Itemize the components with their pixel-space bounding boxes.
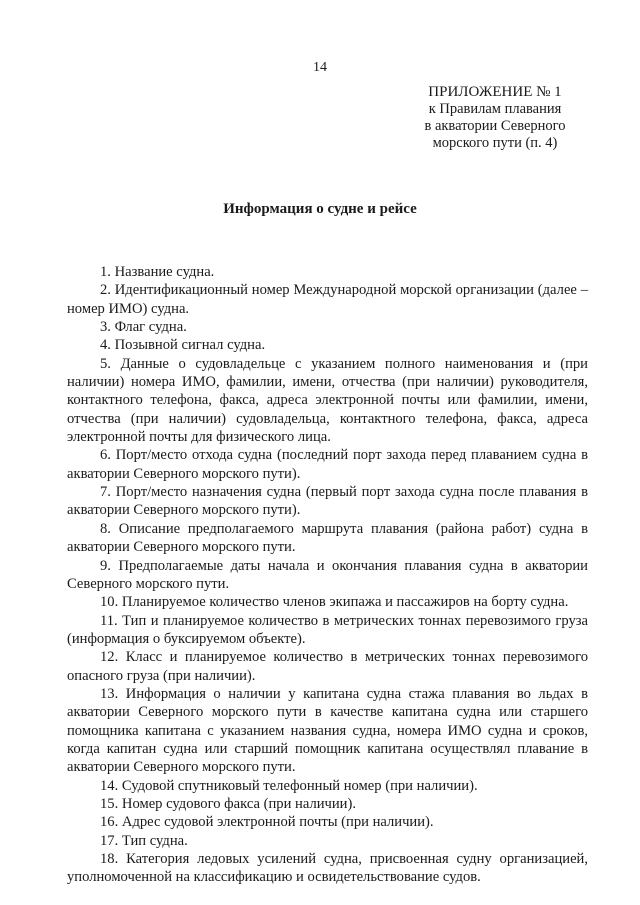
appendix-line: к Правилам плавания [428, 101, 562, 117]
item-text: Порт/место назначения судна (первый порт захода судна после плавания в акватории Северного морского пути). [67, 484, 589, 519]
item-number: 11. [100, 612, 118, 629]
item-number: 13. [100, 685, 119, 702]
item-text: Название судна. [114, 264, 215, 280]
list-item [67, 832, 588, 850]
list-item [67, 520, 588, 557]
item-text: Флаг судна. [114, 319, 187, 336]
list-item [67, 795, 588, 813]
item-text: Адрес судовой электронной почты (при наличии). [121, 814, 434, 831]
list-item [67, 483, 588, 520]
item-number: 17. [100, 832, 119, 849]
item-text: Планируемое количество членов экипажа и пассажиров на борту судна. [121, 594, 569, 611]
appendix-title: ПРИЛОЖЕНИЕ № 1 [428, 84, 562, 100]
list-item [67, 557, 588, 594]
item-text: Описание предполагаемого маршрута плавания (района работ) судна в акватории Северного морского пути. [67, 520, 588, 556]
item-number: 7. [100, 484, 111, 501]
item-text: Номер судового факса (при наличии). [121, 795, 357, 812]
list-item [67, 777, 588, 795]
list-item [67, 612, 588, 649]
item-text: Тип и планируемое количество в метрических тоннах перевозимого груза (информация о буксируемом объекте). [67, 612, 588, 647]
item-number: 6. [100, 447, 111, 464]
item-number: 3. [100, 319, 111, 336]
item-text: Судовой спутниковый телефонный номер (при наличии). [121, 777, 478, 794]
list-item [67, 593, 588, 611]
item-number: 8. [100, 520, 111, 537]
item-text: Порт/место отхода судна (последний порт захода перед плаванием судна в акватории Северного морского пути). [67, 447, 588, 482]
item-number: 2. [100, 282, 111, 299]
document-title: Информация о судне и рейсе [223, 201, 417, 217]
item-text: Класс и планируемое количество в метрических тоннах перевозимого опасного груза (при наличии). [67, 649, 588, 684]
list-item [67, 263, 588, 281]
appendix-block [400, 83, 590, 152]
item-text: Категория ледовых усилений судна, присвоенная судну организацией, уполномоченной на классификацию и освидетельствование судов. [67, 851, 588, 886]
item-number: 9. [100, 557, 111, 574]
item-text: Предполагаемые даты начала и окончания плавания судна в акватории Северного морского пути. [67, 557, 588, 592]
item-text: Идентификационный номер Международной морской организации (далее – номер ИМО) судна. [67, 282, 588, 317]
item-number: 14. [100, 777, 119, 794]
appendix-line: в акватории Северного [424, 118, 566, 134]
item-number: 16. [100, 814, 119, 831]
item-text: Информация о наличии у капитана судна стажа плавания во льдах в акватории Северного морского пути в качестве капитана судна или старшего помощника капитана с указанием названия судна, номера ИМО судна и сроков, когда капитан судна или старший помощник капитана осуществлял плавание в акватории Северного морского пути. [67, 685, 588, 776]
appendix-line: морского пути (п. 4) [432, 135, 558, 151]
item-text: Данные о судовладельце с указанием полного наименования и (при наличии) номера ИМО, фамилии, имени, отчества (при наличии) руководителя, контактного телефона, факса, адреса электронной почты или фамилии, имени, отчества (при наличии) судовладельца, контактного телефона, факса, адреса электронной почты для физического лица. [67, 355, 588, 446]
item-list [67, 263, 588, 887]
item-text: Позывной сигнал судна. [114, 337, 266, 354]
list-item [67, 850, 588, 887]
item-number: 18. [100, 851, 119, 867]
list-item [67, 355, 588, 447]
list-item [67, 446, 588, 483]
list-item [67, 813, 588, 831]
list-item [67, 648, 588, 685]
item-number: 1. [100, 264, 111, 280]
list-item [67, 318, 588, 336]
item-number: 15. [100, 795, 119, 812]
item-text: Тип судна. [121, 832, 188, 849]
list-item [67, 281, 588, 318]
list-item [67, 336, 588, 354]
item-number: 4. [100, 337, 111, 354]
list-item [67, 685, 588, 777]
page-number: 14 [313, 60, 327, 75]
item-number: 12. [100, 649, 119, 666]
item-number: 10. [100, 594, 119, 611]
item-number: 5. [100, 355, 111, 372]
